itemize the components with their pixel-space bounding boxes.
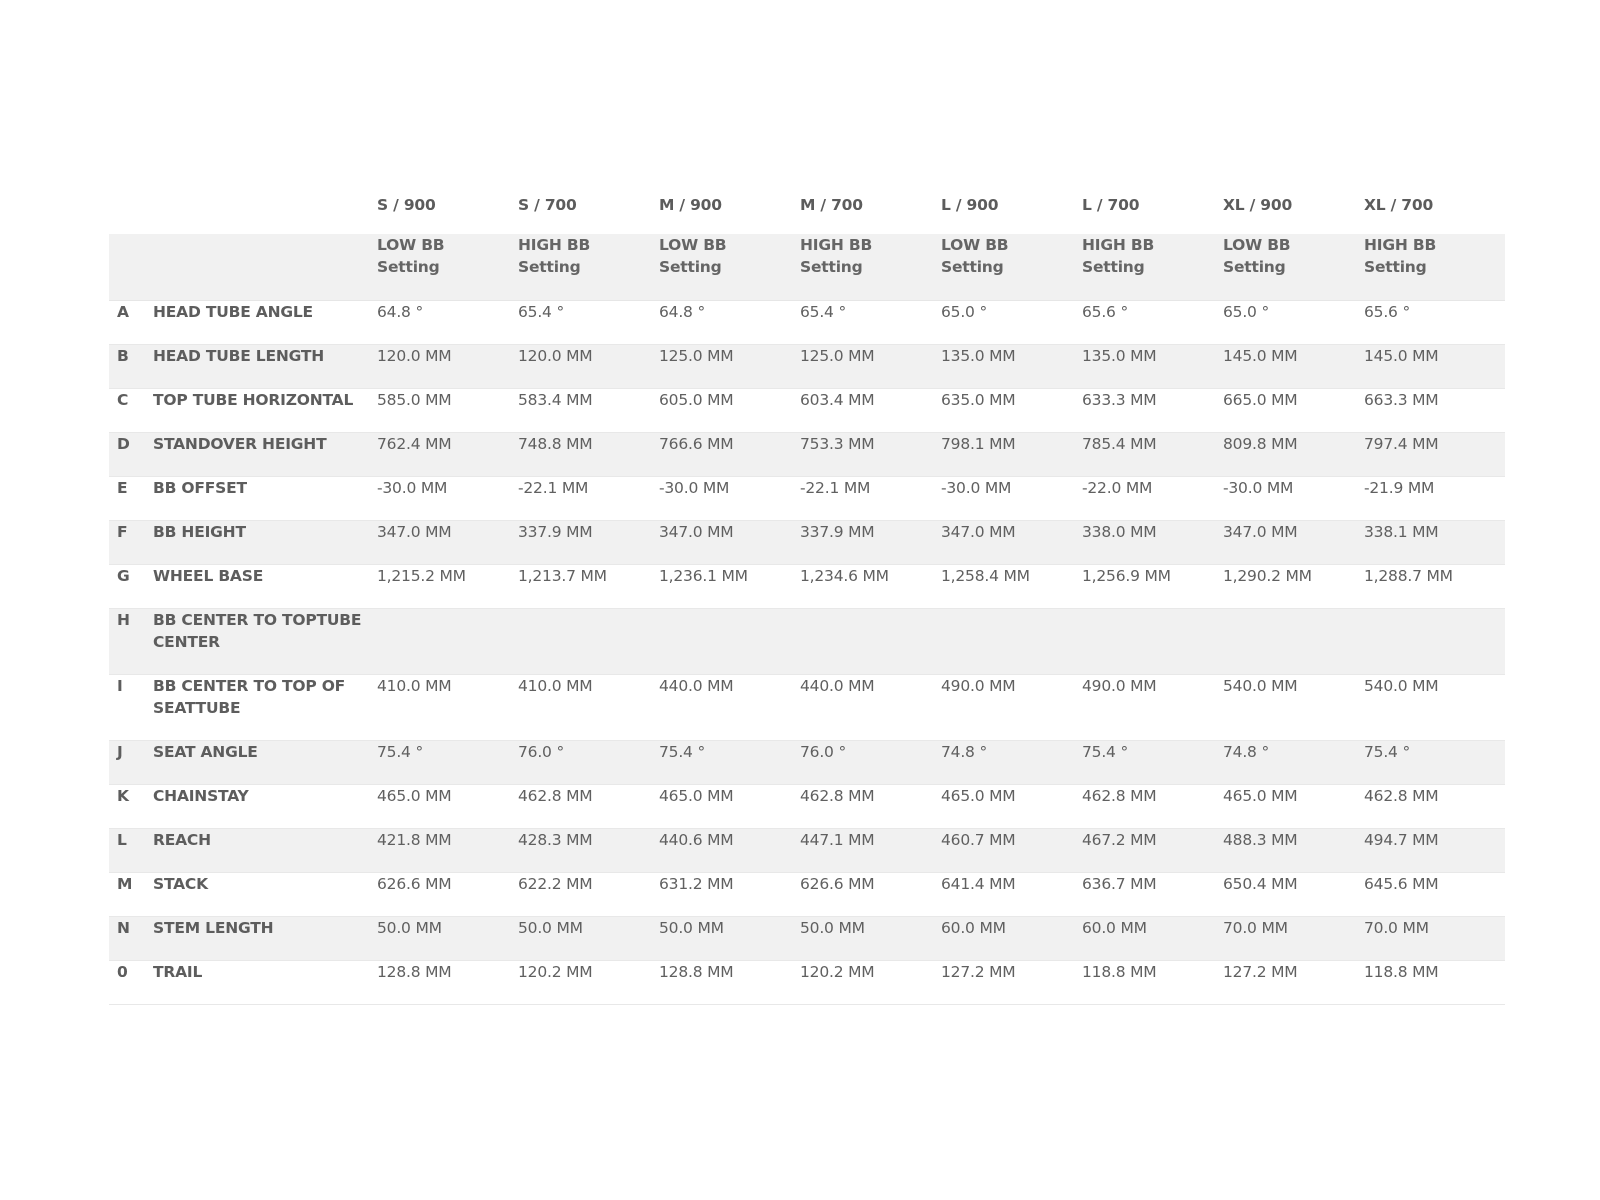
measurement-cell: 347.0 MM [1223, 520, 1364, 564]
bb-setting-word: Setting [1082, 258, 1145, 276]
row-label: BB CENTER TO TOP OF SEATTUBE [153, 674, 377, 740]
measurement-cell: 583.4 MM [518, 388, 659, 432]
measurement-cell: 118.8 MM [1082, 960, 1223, 1004]
bb-setting-level: HIGH BB [1082, 236, 1155, 254]
measurement-cell: 447.1 MM [800, 828, 941, 872]
measurement-cell: 631.2 MM [659, 872, 800, 916]
setting-spacer [153, 234, 377, 300]
bb-setting-cell [518, 234, 659, 300]
bb-setting-row [109, 234, 1505, 300]
geometry-row [109, 828, 1505, 872]
row-label: HEAD TUBE LENGTH [153, 344, 377, 388]
bb-setting-word: Setting [518, 258, 581, 276]
measurement-cell: 1,290.2 MM [1223, 564, 1364, 608]
bb-setting-word: Setting [800, 258, 863, 276]
geometry-row [109, 476, 1505, 520]
row-letter: E [109, 476, 153, 520]
geometry-row [109, 300, 1505, 344]
measurement-cell: 645.6 MM [1364, 872, 1505, 916]
measurement-cell: 50.0 MM [800, 916, 941, 960]
row-label: STACK [153, 872, 377, 916]
measurement-cell: 135.0 MM [941, 344, 1082, 388]
measurement-cell: 465.0 MM [941, 784, 1082, 828]
measurement-cell: 462.8 MM [800, 784, 941, 828]
measurement-cell: 490.0 MM [941, 674, 1082, 740]
measurement-cell: 145.0 MM [1364, 344, 1505, 388]
geometry-row [109, 740, 1505, 784]
measurement-cell: 465.0 MM [377, 784, 518, 828]
measurement-cell: 65.4 ° [518, 300, 659, 344]
measurement-cell: 65.0 ° [1223, 300, 1364, 344]
row-letter: G [109, 564, 153, 608]
measurement-cell: 75.4 ° [1364, 740, 1505, 784]
measurement-cell: 540.0 MM [1364, 674, 1505, 740]
row-label: TRAIL [153, 960, 377, 1004]
geometry-rows [109, 300, 1505, 1004]
measurement-cell [1082, 608, 1223, 674]
measurement-cell: 337.9 MM [800, 520, 941, 564]
measurement-cell: 125.0 MM [659, 344, 800, 388]
measurement-cell [800, 608, 941, 674]
measurement-cell: 76.0 ° [800, 740, 941, 784]
measurement-cell: 410.0 MM [518, 674, 659, 740]
bb-setting-word: Setting [1223, 258, 1286, 276]
row-label: BB OFFSET [153, 476, 377, 520]
size-header: XL / 700 [1364, 196, 1434, 214]
row-label: BB CENTER TO TOPTUBE CENTER [153, 608, 377, 674]
measurement-cell: 467.2 MM [1082, 828, 1223, 872]
measurement-cell: 1,215.2 MM [377, 564, 518, 608]
row-label: HEAD TUBE ANGLE [153, 300, 377, 344]
row-letter: 0 [109, 960, 153, 1004]
measurement-cell: 462.8 MM [518, 784, 659, 828]
measurement-cell: 490.0 MM [1082, 674, 1223, 740]
geometry-row [109, 564, 1505, 608]
header-spacer [153, 196, 377, 234]
row-letter: C [109, 388, 153, 432]
bb-setting-word: Setting [1364, 258, 1427, 276]
row-label: TOP TUBE HORIZONTAL [153, 388, 377, 432]
size-header: L / 700 [1082, 196, 1140, 214]
measurement-cell: 440.0 MM [659, 674, 800, 740]
measurement-cell: 462.8 MM [1082, 784, 1223, 828]
size-header: L / 900 [941, 196, 999, 214]
measurement-cell: 626.6 MM [377, 872, 518, 916]
measurement-cell: 65.4 ° [800, 300, 941, 344]
measurement-cell [1223, 608, 1364, 674]
bb-setting-level: HIGH BB [518, 236, 591, 254]
measurement-cell: 120.0 MM [377, 344, 518, 388]
measurement-cell: 1,213.7 MM [518, 564, 659, 608]
bb-setting-cell [1223, 234, 1364, 300]
row-label: CHAINSTAY [153, 784, 377, 828]
measurement-cell: 663.3 MM [1364, 388, 1505, 432]
measurement-cell: 766.6 MM [659, 432, 800, 476]
measurement-cell: 410.0 MM [377, 674, 518, 740]
geometry-row [109, 916, 1505, 960]
measurement-cell: -30.0 MM [941, 476, 1082, 520]
measurement-cell: 60.0 MM [1082, 916, 1223, 960]
measurement-cell: 635.0 MM [941, 388, 1082, 432]
measurement-cell: 76.0 ° [518, 740, 659, 784]
measurement-cell: 338.1 MM [1364, 520, 1505, 564]
geometry-row [109, 784, 1505, 828]
row-letter: I [109, 674, 153, 740]
row-letter: L [109, 828, 153, 872]
measurement-cell: 338.0 MM [1082, 520, 1223, 564]
measurement-cell: 1,258.4 MM [941, 564, 1082, 608]
measurement-cell: 1,234.6 MM [800, 564, 941, 608]
row-label: SEAT ANGLE [153, 740, 377, 784]
measurement-cell: -22.0 MM [1082, 476, 1223, 520]
measurement-cell: 128.8 MM [659, 960, 800, 1004]
measurement-cell: 118.8 MM [1364, 960, 1505, 1004]
measurement-cell: -21.9 MM [1364, 476, 1505, 520]
measurement-cell: 798.1 MM [941, 432, 1082, 476]
measurement-cell: 462.8 MM [1364, 784, 1505, 828]
measurement-cell [377, 608, 518, 674]
measurement-cell: 622.2 MM [518, 872, 659, 916]
geometry-table [109, 196, 1505, 1005]
measurement-cell: 125.0 MM [800, 344, 941, 388]
size-header: S / 900 [377, 196, 436, 214]
bb-setting-cell [659, 234, 800, 300]
measurement-cell: 64.8 ° [659, 300, 800, 344]
measurement-cell: 120.2 MM [518, 960, 659, 1004]
measurement-cell: 633.3 MM [1082, 388, 1223, 432]
bb-setting-word: Setting [377, 258, 440, 276]
size-header-row [109, 196, 1505, 234]
geometry-row [109, 388, 1505, 432]
measurement-cell: 665.0 MM [1223, 388, 1364, 432]
measurement-cell: 70.0 MM [1364, 916, 1505, 960]
measurement-cell: 65.6 ° [1082, 300, 1223, 344]
measurement-cell: 460.7 MM [941, 828, 1082, 872]
measurement-cell: 540.0 MM [1223, 674, 1364, 740]
row-letter: F [109, 520, 153, 564]
row-letter: N [109, 916, 153, 960]
measurement-cell: 127.2 MM [941, 960, 1082, 1004]
bb-setting-word: Setting [941, 258, 1004, 276]
geometry-row [109, 608, 1505, 674]
measurement-cell: 465.0 MM [659, 784, 800, 828]
measurement-cell [1364, 608, 1505, 674]
measurement-cell: 636.7 MM [1082, 872, 1223, 916]
measurement-cell: 50.0 MM [518, 916, 659, 960]
row-letter: H [109, 608, 153, 674]
measurement-cell: 603.4 MM [800, 388, 941, 432]
measurement-cell: 797.4 MM [1364, 432, 1505, 476]
row-label: STEM LENGTH [153, 916, 377, 960]
bb-setting-level: LOW BB [941, 236, 1009, 254]
measurement-cell: 748.8 MM [518, 432, 659, 476]
measurement-cell: 127.2 MM [1223, 960, 1364, 1004]
measurement-cell: 50.0 MM [377, 916, 518, 960]
measurement-cell: 145.0 MM [1223, 344, 1364, 388]
measurement-cell: 337.9 MM [518, 520, 659, 564]
row-letter: B [109, 344, 153, 388]
size-header: XL / 900 [1223, 196, 1293, 214]
geometry-row [109, 520, 1505, 564]
geometry-row [109, 432, 1505, 476]
measurement-cell: 1,236.1 MM [659, 564, 800, 608]
geometry-row [109, 674, 1505, 740]
measurement-cell: 347.0 MM [377, 520, 518, 564]
measurement-cell: 585.0 MM [377, 388, 518, 432]
geometry-table-container [109, 196, 1505, 1005]
bb-setting-cell [941, 234, 1082, 300]
measurement-cell [659, 608, 800, 674]
measurement-cell: 65.0 ° [941, 300, 1082, 344]
bb-setting-cell [1364, 234, 1505, 300]
bb-setting-word: Setting [659, 258, 722, 276]
bb-setting-level: LOW BB [659, 236, 727, 254]
measurement-cell: 74.8 ° [1223, 740, 1364, 784]
measurement-cell: 641.4 MM [941, 872, 1082, 916]
measurement-cell: 465.0 MM [1223, 784, 1364, 828]
measurement-cell: 785.4 MM [1082, 432, 1223, 476]
measurement-cell: -22.1 MM [518, 476, 659, 520]
measurement-cell: 1,288.7 MM [1364, 564, 1505, 608]
measurement-cell: 347.0 MM [659, 520, 800, 564]
row-letter: A [109, 300, 153, 344]
geometry-row [109, 872, 1505, 916]
row-label: STANDOVER HEIGHT [153, 432, 377, 476]
measurement-cell: 65.6 ° [1364, 300, 1505, 344]
measurement-cell: 120.0 MM [518, 344, 659, 388]
measurement-cell [518, 608, 659, 674]
measurement-cell: 753.3 MM [800, 432, 941, 476]
measurement-cell: -30.0 MM [1223, 476, 1364, 520]
measurement-cell: 605.0 MM [659, 388, 800, 432]
measurement-cell: 50.0 MM [659, 916, 800, 960]
setting-spacer [109, 234, 153, 300]
measurement-cell: 75.4 ° [659, 740, 800, 784]
measurement-cell: 75.4 ° [1082, 740, 1223, 784]
measurement-cell: -30.0 MM [377, 476, 518, 520]
bb-setting-cell [800, 234, 941, 300]
measurement-cell: 488.3 MM [1223, 828, 1364, 872]
geometry-row [109, 344, 1505, 388]
measurement-cell: 64.8 ° [377, 300, 518, 344]
bb-setting-cell [377, 234, 518, 300]
measurement-cell: 626.6 MM [800, 872, 941, 916]
row-label: WHEEL BASE [153, 564, 377, 608]
measurement-cell: 809.8 MM [1223, 432, 1364, 476]
measurement-cell: 135.0 MM [1082, 344, 1223, 388]
measurement-cell: 1,256.9 MM [1082, 564, 1223, 608]
measurement-cell: 421.8 MM [377, 828, 518, 872]
measurement-cell: 428.3 MM [518, 828, 659, 872]
measurement-cell: 440.0 MM [800, 674, 941, 740]
measurement-cell: 128.8 MM [377, 960, 518, 1004]
geometry-row [109, 960, 1505, 1004]
row-letter: K [109, 784, 153, 828]
bb-setting-cell [1082, 234, 1223, 300]
measurement-cell: 494.7 MM [1364, 828, 1505, 872]
measurement-cell: -22.1 MM [800, 476, 941, 520]
measurement-cell: 75.4 ° [377, 740, 518, 784]
row-letter: M [109, 872, 153, 916]
size-header: M / 700 [800, 196, 863, 214]
bb-setting-level: LOW BB [1223, 236, 1291, 254]
bb-setting-level: LOW BB [377, 236, 445, 254]
size-header: M / 900 [659, 196, 722, 214]
measurement-cell: 440.6 MM [659, 828, 800, 872]
bb-setting-level: HIGH BB [1364, 236, 1437, 254]
row-label: REACH [153, 828, 377, 872]
header-spacer [109, 196, 153, 234]
size-header: S / 700 [518, 196, 577, 214]
row-letter: D [109, 432, 153, 476]
row-letter: J [109, 740, 153, 784]
row-label: BB HEIGHT [153, 520, 377, 564]
measurement-cell: 70.0 MM [1223, 916, 1364, 960]
measurement-cell: 762.4 MM [377, 432, 518, 476]
measurement-cell: 60.0 MM [941, 916, 1082, 960]
bb-setting-level: HIGH BB [800, 236, 873, 254]
measurement-cell: 650.4 MM [1223, 872, 1364, 916]
measurement-cell: -30.0 MM [659, 476, 800, 520]
measurement-cell: 347.0 MM [941, 520, 1082, 564]
measurement-cell: 74.8 ° [941, 740, 1082, 784]
measurement-cell [941, 608, 1082, 674]
measurement-cell: 120.2 MM [800, 960, 941, 1004]
